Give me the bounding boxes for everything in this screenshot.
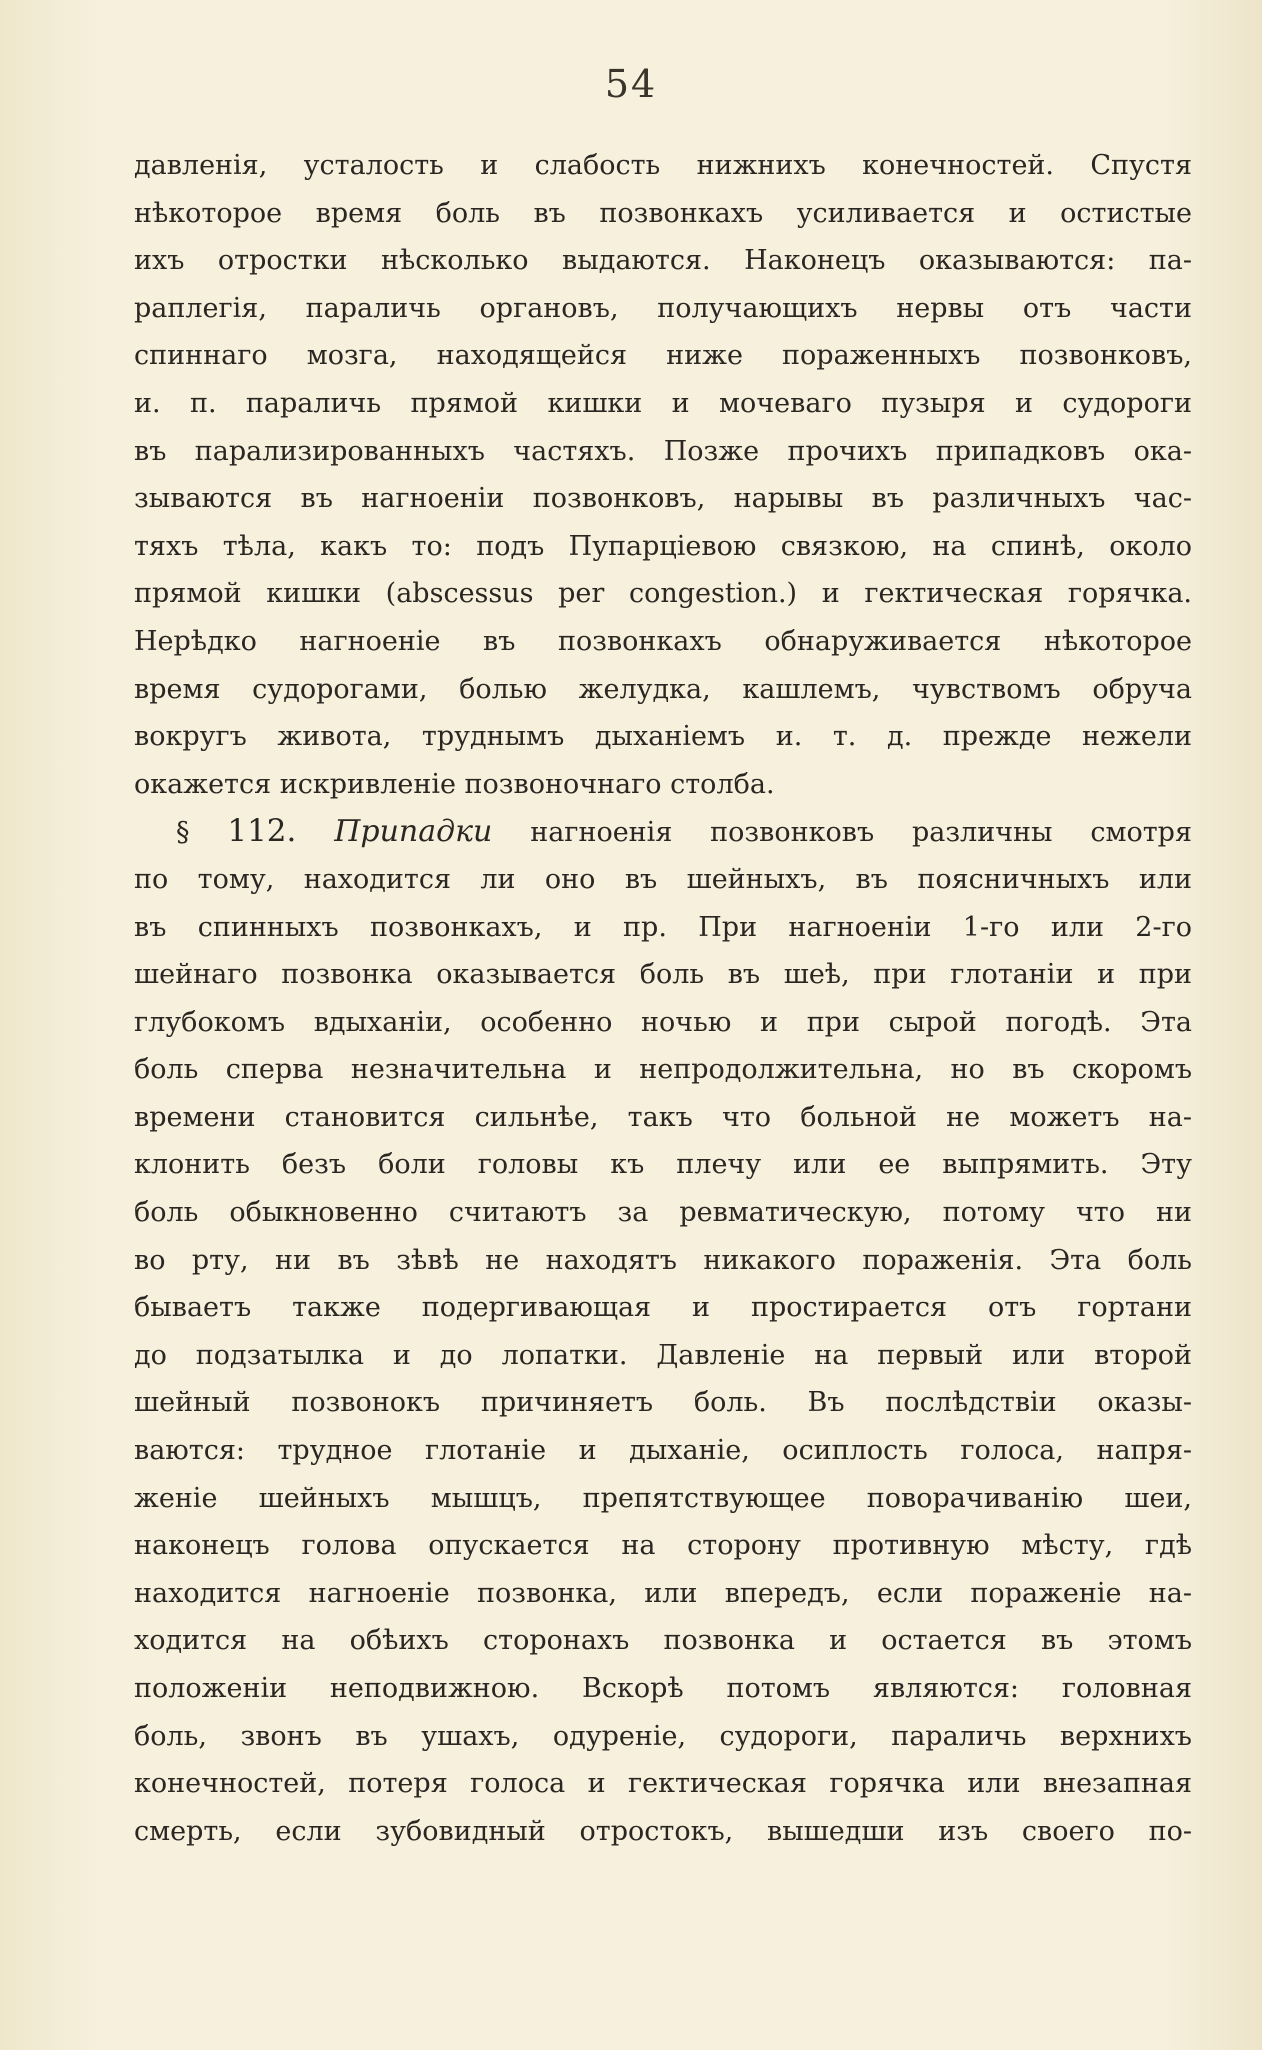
text-line: находится нагноеніе позвонка, или впередъ, если пораженіе на-	[134, 1577, 1192, 1609]
text-line: ихъ отростки нѣсколько выдаются. Наконецъ оказываются: па-	[134, 245, 1192, 277]
text-line: время судорогами, болью желудка, кашлемъ, чувствомъ обруча	[134, 673, 1192, 705]
text-line: наконецъ голова опускается на сторону противную мѣсту, гдѣ	[134, 1530, 1192, 1562]
text-line: глубокомъ вдыханіи, особенно ночью и при сырой погодѣ. Эта	[134, 1006, 1192, 1038]
text-line: вокругъ живота, труднымъ дыханіемъ и. т. д. прежде нежели	[134, 721, 1192, 753]
page-number: 54	[604, 62, 658, 106]
text-line: въ парализированныхъ частяхъ. Позже прочихъ припадковъ ока-	[134, 435, 1192, 467]
text-line: тяхъ тѣла, какъ то: подъ Пупарціевою связкою, на спинѣ, около	[134, 530, 1192, 562]
text-line: конечностей, потеря голоса и гектическая горячка или внезапная	[134, 1768, 1192, 1800]
text-line: шейнаго позвонка оказывается боль въ шеѣ, при глотаніи и при	[134, 959, 1192, 991]
text-line: времени становится сильнѣе, такъ что больной не можетъ на-	[134, 1101, 1192, 1133]
text-line: ходится на обѣихъ сторонахъ позвонка и остается въ этомъ	[134, 1625, 1192, 1657]
text-line: клонить безъ боли головы къ плечу или ее выпрямить. Эту	[134, 1149, 1192, 1181]
text-line: зываются въ нагноеніи позвонковъ, нарывы въ различныхъ час-	[134, 483, 1192, 515]
text-line: положеніи неподвижною. Вскорѣ потомъ являются: головная	[134, 1673, 1192, 1704]
text-line: Нерѣдко нагноеніе въ позвонкахъ обнаруживается нѣкоторое	[134, 625, 1192, 657]
section-heading-line	[134, 808, 1192, 856]
section-mark: §	[176, 817, 190, 849]
text-line: раплегія, параличь органовъ, получающихъ нервы отъ части	[134, 292, 1192, 324]
text-line: окажется искривленіе позвоночнаго столба.	[134, 768, 775, 800]
text-line: по тому, находится ли оно въ шейныхъ, въ поясничныхъ или	[134, 863, 1192, 895]
body-text	[134, 142, 1192, 1855]
text-line: боль обыкновенно считаютъ за ревматическую, потому что ни	[134, 1197, 1192, 1229]
text-line: ваются: трудное глотаніе и дыханіе, осиплость голоса, напря-	[134, 1435, 1192, 1467]
text-line: прямой кишки (abscessus per congestion.) и гектическая горячка.	[134, 578, 1192, 610]
text-line: спиннаго мозга, находящейся ниже пораженныхъ позвонковъ,	[134, 340, 1192, 372]
text-line: боль сперва незначительна и непродолжительна, но въ скоромъ	[134, 1054, 1192, 1086]
text-line: шейный позвонокъ причиняетъ боль. Въ послѣдствіи оказы-	[134, 1387, 1192, 1419]
text-line: боль, звонъ въ ушахъ, одуреніе, судороги, параличь верхнихъ	[134, 1720, 1192, 1752]
text-line: давленія, усталость и слабость нижнихъ конечностей. Спустя	[134, 150, 1192, 181]
section-number: 112.	[227, 813, 297, 850]
section-title-italic: Припадки	[334, 814, 493, 850]
text-line: нѣкоторое время боль въ позвонкахъ усиливается и остистые	[134, 197, 1192, 229]
text-line: бываетъ также подергивающая и простирается отъ гортани	[134, 1292, 1192, 1324]
text-line: смерть, если зубовидный отростокъ, вышедши изъ своего по-	[134, 1815, 1192, 1847]
section-line-text: нагноенія позвонковъ различны смотря	[530, 817, 1192, 849]
text-line: и. п. параличь прямой кишки и мочеваго пузыря и судороги	[134, 387, 1192, 419]
text-line: женіе шейныхъ мышцъ, препятствующее поворачиванію шеи,	[134, 1482, 1192, 1514]
text-line: во рту, ни въ зѣвѣ не находятъ никакого пораженія. Эта боль	[134, 1244, 1192, 1276]
text-line: въ спинныхъ позвонкахъ, и пр. При нагноеніи 1-го или 2-го	[134, 911, 1192, 943]
text-line: до подзатылка и до лопатки. Давленіе на первый или второй	[134, 1339, 1192, 1371]
